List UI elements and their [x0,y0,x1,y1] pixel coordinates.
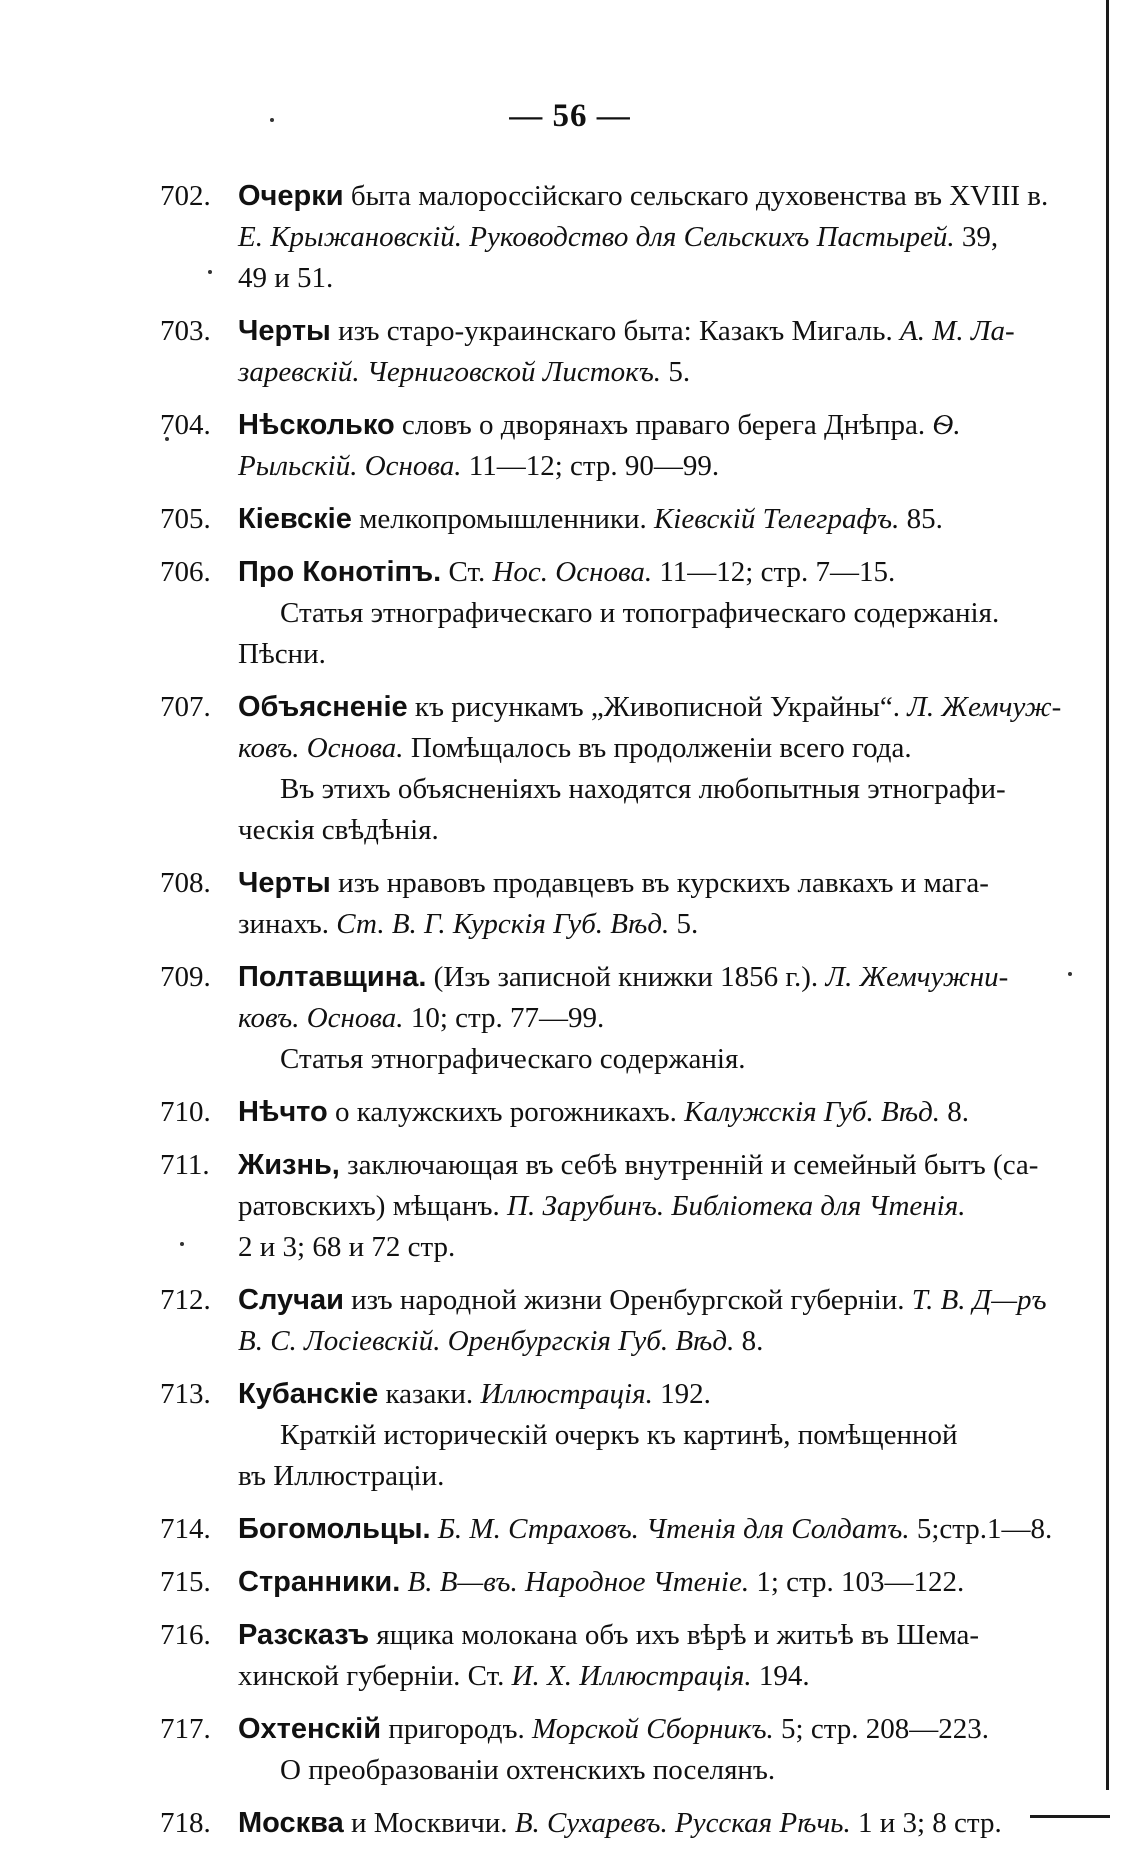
entry-line [160,687,1070,728]
entry-text: 85. [899,503,943,535]
entry-heading: Черты [238,867,331,899]
entry-line [160,1227,1070,1268]
entry-source: ковъ. Основа. [238,732,404,764]
entry-line [160,1562,1070,1603]
bibliography-entry [160,1709,1070,1791]
entry-line [160,446,1070,487]
entry-note: Пѣсни. [238,638,326,670]
entry-text: (Изъ записной книжки 1856 г.). [426,961,826,993]
entry-source: А. М. Ла- [900,315,1015,347]
entry-heading: Полтавщина. [238,961,427,993]
bibliography-entry [160,311,1070,393]
entry-line [160,1803,1070,1844]
entry-text: 5. [661,356,691,388]
entry-source: Нос. Основа. [492,556,653,588]
entry-text: 5;стр.1—8. [909,1513,1053,1545]
entry-number: 704. [160,409,211,441]
entry-note: въ Иллюстраціи. [238,1460,445,1492]
entry-text: 11—12; стр. 90—99. [461,450,720,482]
bibliography-entry [160,176,1070,299]
entry-text: Ст. [441,556,493,588]
entry-line [160,1656,1070,1697]
entry-text: изъ старо-украинскаго быта: Казакъ Мигаль. [330,315,900,347]
entry-source: заревскій. Черниговской Листокъ. [238,356,662,388]
entry-heading: Черты [238,315,331,347]
entry-heading: Москва [238,1807,344,1839]
entry-text: 5. [669,908,699,940]
entry-text [431,1513,438,1545]
entry-line [160,176,1070,217]
entry-note: Въ этихъ объясненіяхъ находятся любопытныя этнографи- [280,773,1006,805]
entry-note: Статья этнографическаго и топографическаго содержанія. [280,597,1000,629]
bibliography-entry [160,1374,1070,1497]
entry-heading: Разсказъ [238,1619,370,1651]
bibliography-entry [160,1615,1070,1697]
entry-source: И. Х. Иллюстрація. [511,1660,752,1692]
entry-text: и Москвичи. [343,1807,515,1839]
entry-text: ящика молокана объ ихъ вѣрѣ и житьѣ въ Шема- [369,1619,980,1651]
entry-source: Ѳ. [932,409,961,441]
bibliography-entries [160,176,1070,1856]
entry-source: ковъ. Основа. [238,1002,404,1034]
entry-line [160,1280,1070,1321]
entry-number: 707. [160,691,211,723]
entry-heading: Про Конотіпъ. [238,556,442,588]
entry-source: Л. Жемчужни- [825,961,1009,993]
entry-number: 718. [160,1807,211,1839]
entry-source: В. В—въ. Народное Чтеніе. [407,1566,750,1598]
entry-text: 1 и 3; 8 стр. [850,1807,1002,1839]
entry-heading: Нѣчто [238,1096,328,1128]
entry-note: ческія свѣдѣнія. [238,814,439,846]
entry-heading: Странники. [238,1566,401,1598]
entry-line [160,552,1070,593]
entry-line [160,1615,1070,1656]
entry-number: 714. [160,1513,211,1545]
entry-text [400,1566,407,1598]
entry-number: 711. [160,1149,210,1181]
entry-text: Помѣщалось въ продолженіи всего года. [403,732,912,764]
entry-text: изъ нравовъ продавцевъ въ курскихъ лавкахъ и мага- [330,867,989,899]
bibliography-entry [160,405,1070,487]
entry-number: 706. [160,556,211,588]
entry-heading: Кубанскіе [238,1378,379,1410]
entry-number: 708. [160,867,211,899]
entry-heading: Кіевскіе [238,503,352,535]
entry-source: Б. М. Страховъ. Чтенія для Солдатъ. [437,1513,910,1545]
entry-source: В. Сухаревъ. Русская Рѣчь. [514,1807,851,1839]
entry-source: П. Зарубинъ. Библіотека для Чтенія. [507,1190,966,1222]
entry-text: 2 и 3; 68 и 72 стр. [238,1231,456,1263]
entry-heading: Нѣсколько [238,409,395,441]
entry-heading: Случаи [238,1284,344,1316]
entry-text: пригородъ. [381,1713,532,1745]
bibliography-entry [160,863,1070,945]
entry-source: Рыльскій. Основа. [238,450,462,482]
entry-line [160,904,1070,945]
entry-text: 11—12; стр. 7—15. [652,556,896,588]
entry-source: Морской Сборникъ. [531,1713,774,1745]
entry-line [160,499,1070,540]
bibliography-entry [160,687,1070,851]
entry-number: 716. [160,1619,211,1651]
entry-text: 1; стр. 103—122. [749,1566,965,1598]
entry-number: 702. [160,180,211,212]
entry-text: зинахъ. [238,908,337,940]
entry-number: 705. [160,503,211,535]
entry-line [160,1709,1070,1750]
entry-text: 10; стр. 77—99. [403,1002,605,1034]
bibliography-entry [160,499,1070,540]
entry-source: Калужскія Губ. Вѣд. [684,1096,940,1128]
entry-text: 8. [940,1096,969,1128]
entry-line [160,957,1070,998]
bibliography-entry [160,1145,1070,1268]
entry-line [160,1374,1070,1415]
entry-text: къ рисункамъ „Живописной Украйны“. [407,691,908,723]
page-number: — 56 — [509,98,631,134]
entry-text: о калужскихъ рогожникахъ. [327,1096,685,1128]
entry-line [160,1186,1070,1227]
entry-line [160,728,1070,769]
entry-number: 710. [160,1096,211,1128]
entry-text: ратовскихъ) мѣщанъ. [238,1190,508,1222]
entry-text: изъ народной жизни Оренбургской губерніи. [343,1284,912,1316]
bibliography-entry [160,1509,1070,1550]
entry-heading: Богомольцы. [238,1513,431,1545]
entry-source: Т. В. Д—ръ [911,1284,1047,1316]
entry-line [160,1092,1070,1133]
entry-text: быта малороссійскаго сельскаго духовенства въ XVIII в. [343,180,1049,212]
entry-number: 713. [160,1378,211,1410]
entry-text: 8. [734,1325,764,1357]
entry-note: Краткій историческій очеркъ къ картинѣ, помѣщенной [280,1419,958,1451]
bibliography-entry [160,1803,1070,1844]
entry-line [160,1145,1070,1186]
entry-text: 5; стр. 208—223. [773,1713,989,1745]
entry-text: хинской губерніи. Ст. [238,1660,512,1692]
entry-line [160,352,1070,393]
bibliography-entry [160,957,1070,1080]
entry-text: казаки. [378,1378,481,1410]
entry-note: Статья этнографическаго содержанія. [280,1043,746,1075]
entry-line [160,863,1070,904]
entry-text: 39, [954,221,999,253]
entry-line [160,405,1070,446]
bibliography-entry [160,1562,1070,1603]
bibliography-entry [160,552,1070,675]
entry-source: В. С. Лосіевскій. Оренбургскія Губ. Вѣд. [238,1325,735,1357]
bibliography-entry [160,1092,1070,1133]
entry-number: 715. [160,1566,211,1598]
entry-line [160,217,1070,258]
entry-text: заключающая въ себѣ внутренній и семейный бытъ (са- [339,1149,1039,1181]
entry-heading: Жизнь, [238,1149,340,1181]
entry-source: Иллюстрація. [480,1378,653,1410]
entry-heading: Объясненіе [238,691,408,723]
entry-heading: Очерки [238,180,344,212]
entry-line [160,1321,1070,1362]
bibliography-entry [160,1280,1070,1362]
entry-line [160,258,1070,299]
entry-text: 194. [751,1660,810,1692]
entry-number: 709. [160,961,211,993]
entry-line [160,998,1070,1039]
entry-number: 712. [160,1284,211,1316]
entry-number: 717. [160,1713,211,1745]
entry-source: Л. Жемчуж- [907,691,1062,723]
entry-source: Кіевскій Телеграфъ. [654,503,900,535]
entry-number: 703. [160,315,211,347]
entry-source: Е. Крыжановскій. Руководство для Сельскихъ Пастырей. [238,221,955,253]
entry-text: 49 и 51. [238,262,334,294]
page-edge-line [1106,0,1109,1790]
entry-line [160,1509,1070,1550]
entry-text: мелкопромышленники. [351,503,655,535]
entry-text: 192. [652,1378,711,1410]
entry-text: словъ о дворянахъ праваго берега Днѣпра. [394,409,933,441]
entry-heading: Охтенскій [238,1713,382,1745]
entry-line [160,311,1070,352]
entry-note: О преобразованіи охтенскихъ поселянъ. [280,1754,776,1786]
entry-source: Ст. В. Г. Курскія Губ. Вѣд. [336,908,670,940]
